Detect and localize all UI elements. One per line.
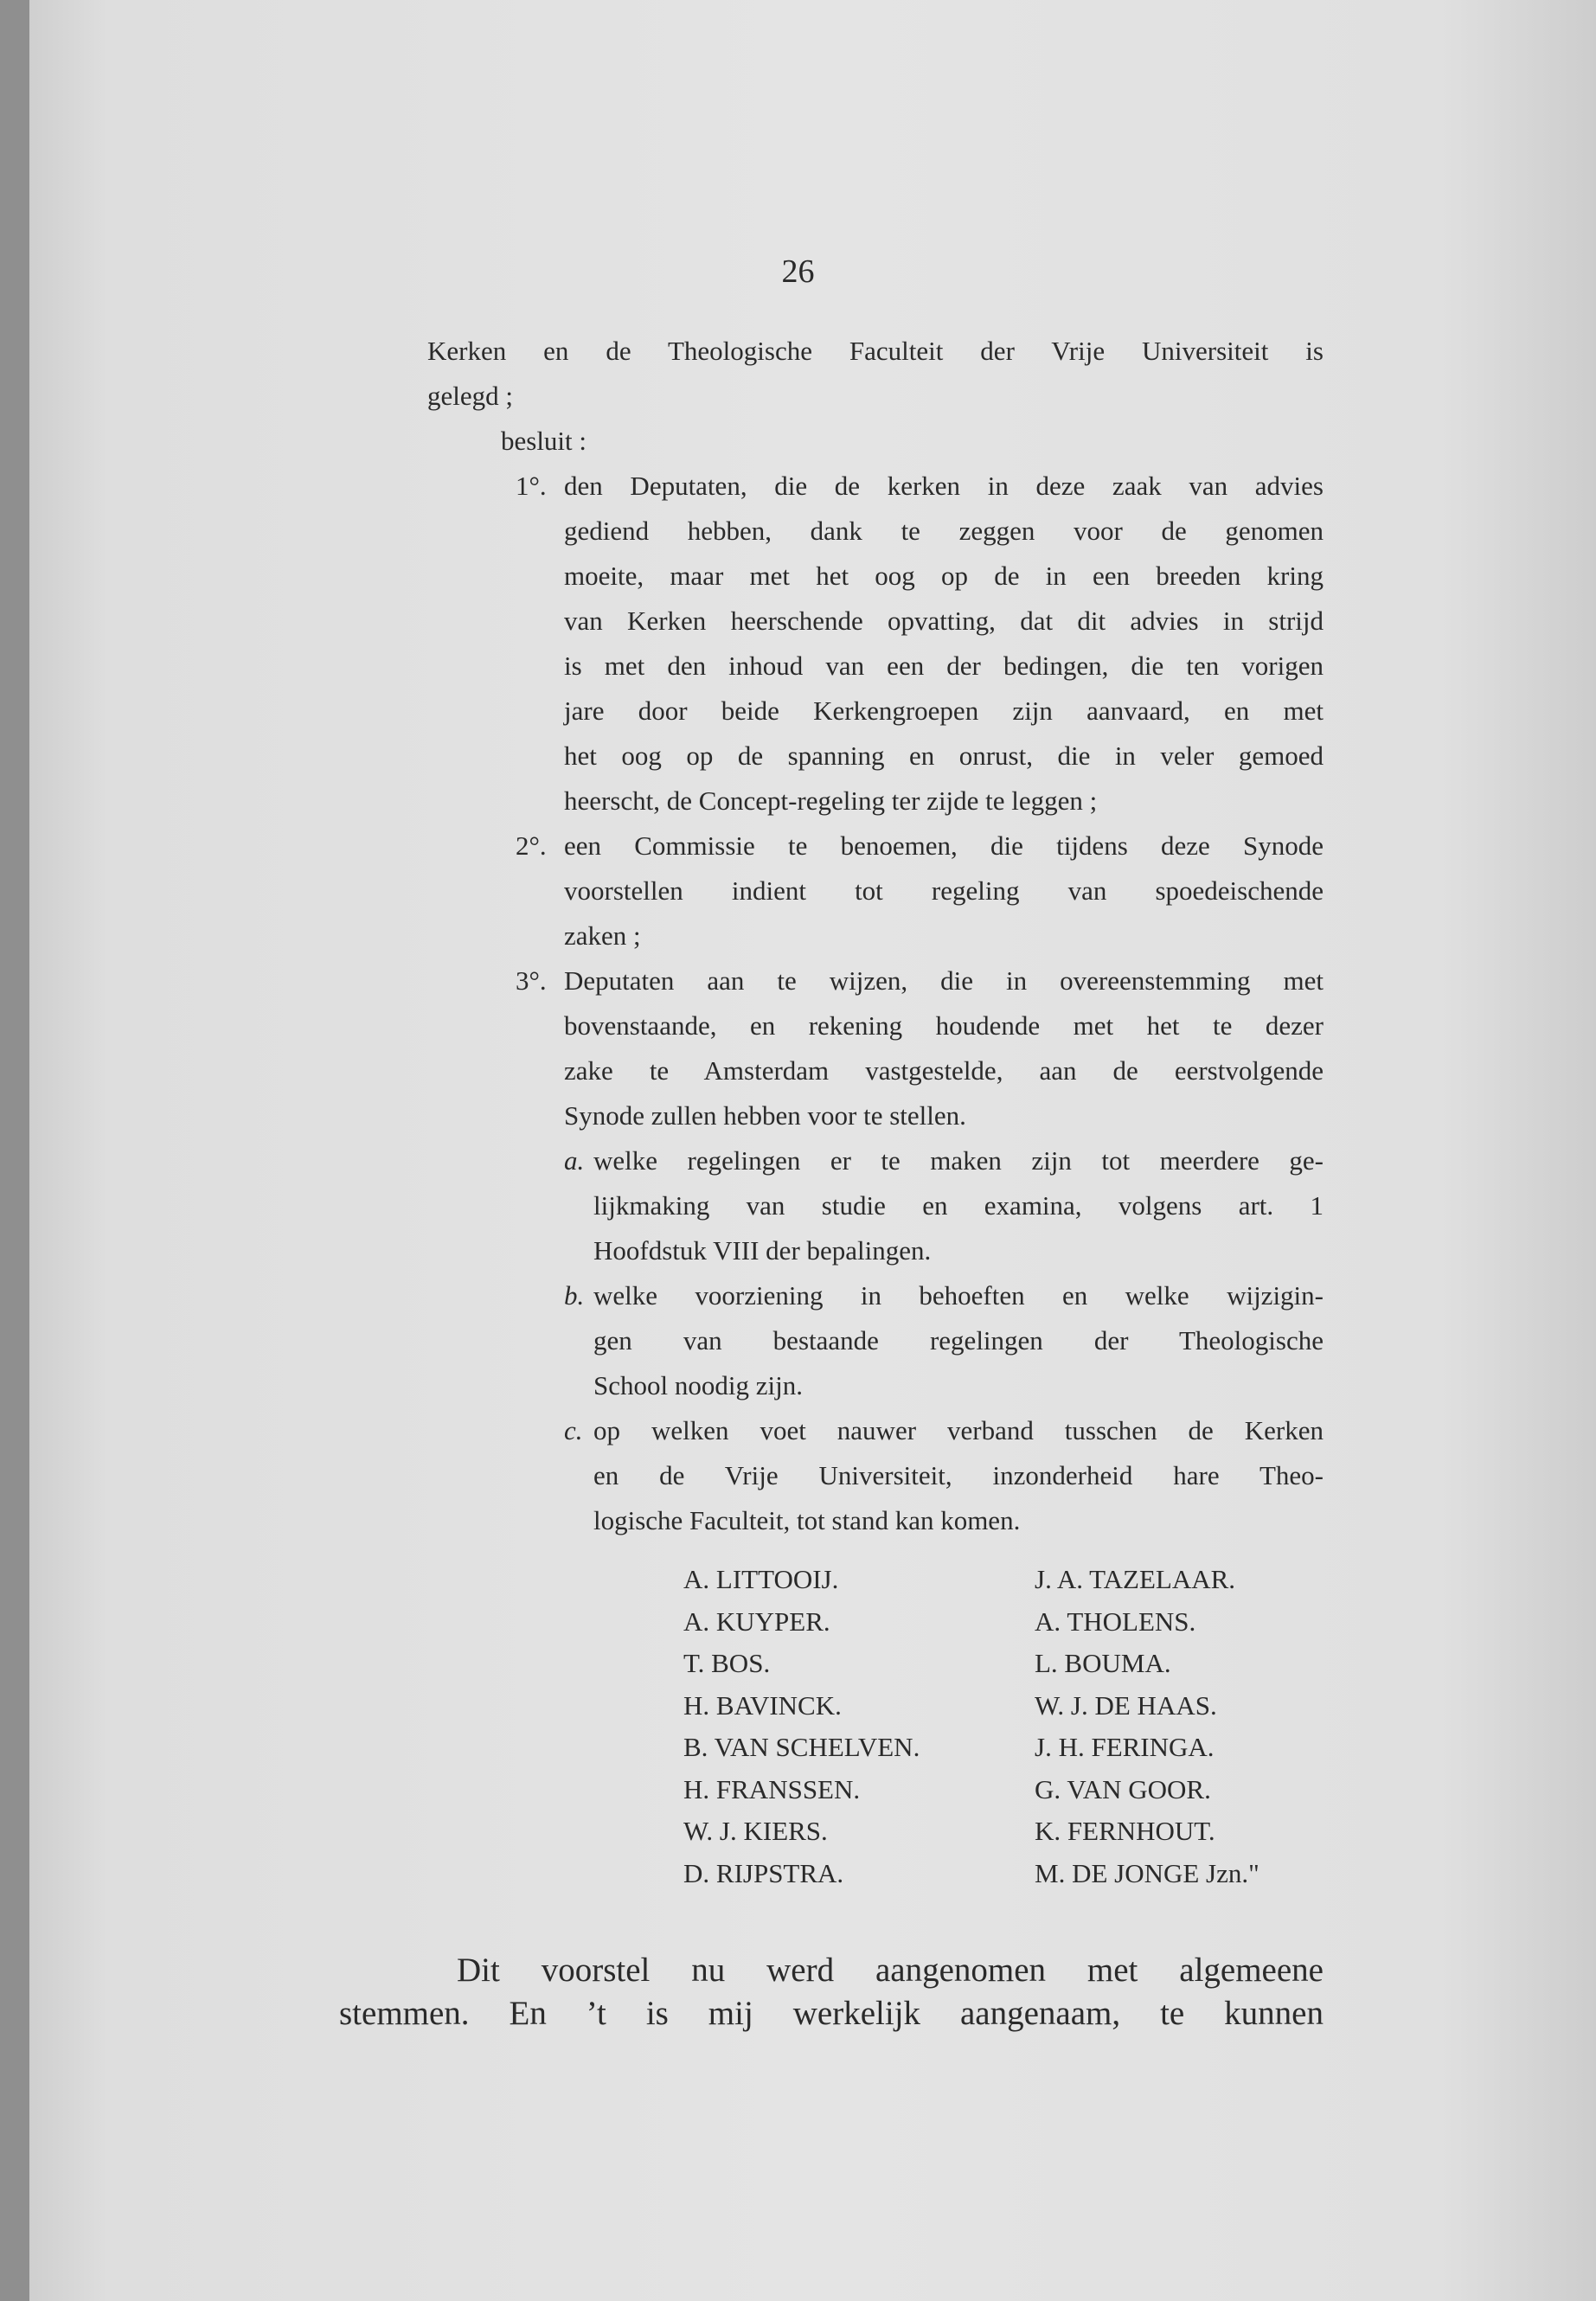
item-3-line: bovenstaande, en rekening houdende met het te dezer: [564, 1010, 1324, 1041]
subitem-marker-a: a.: [564, 1145, 585, 1176]
item-1-line: heerscht, de Concept-regeling ter zijde te leggen ;: [564, 785, 1098, 816]
subitem-marker-c: c.: [564, 1415, 583, 1445]
signatory-name: H. BAVINCK.: [683, 1689, 842, 1721]
item-1-line: moeite, maar met het oog op de in een breeden kring: [564, 561, 1324, 591]
subitem-marker-b: b.: [564, 1280, 585, 1311]
signatory-name: A. LITTOOIJ.: [683, 1564, 839, 1594]
signatories-right: [1035, 1559, 1259, 1894]
item-marker-3: 3°.: [516, 965, 547, 996]
subitem-c-line: logische Faculteit, tot stand kan komen.: [593, 1505, 1021, 1535]
subitem-c-line: en de Vrije Universiteit, inzonderheid hare Theo-: [593, 1460, 1324, 1490]
item-3-line: Synode zullen hebben voor te stellen.: [564, 1100, 966, 1131]
subitem-c-line: op welken voet nauwer verband tusschen de Kerken: [593, 1415, 1324, 1445]
intro-line: gelegd ;: [427, 381, 513, 411]
signatory-name: K. FERNHOUT.: [1035, 1816, 1215, 1846]
signatory-name: L. BOUMA.: [1035, 1648, 1171, 1678]
signatory-name: A. THOLENS.: [1035, 1606, 1196, 1637]
subitem-b-line: gen van bestaande regelingen der Theologische: [593, 1325, 1324, 1356]
signatory-name: J. A. TAZELAAR.: [1035, 1564, 1236, 1594]
besluit-line: besluit :: [501, 426, 587, 456]
signatory-name: J. H. FERINGA.: [1035, 1732, 1215, 1762]
intro-line: Kerken en de Theologische Faculteit der Vrije Universiteit is: [427, 336, 1324, 366]
item-3-line: zake te Amsterdam vastgestelde, aan de eerstvolgende: [564, 1055, 1324, 1086]
closing-line: stemmen. En ’t is mij werkelijk aangenaam, te kunnen: [339, 1995, 1324, 2032]
signatory-name: A. KUYPER.: [683, 1606, 830, 1637]
subitem-b-line: School noodig zijn.: [593, 1370, 803, 1400]
item-1-line: gediend hebben, dank te zeggen voor de genomen: [564, 516, 1324, 546]
signatory-name: W. J. KIERS.: [683, 1816, 828, 1846]
subitem-a-line: lijkmaking van studie en examina, volgens art. 1: [593, 1190, 1324, 1221]
item-marker-2: 2°.: [516, 830, 547, 861]
item-2-line: voorstellen indient tot regeling van spoedeischende: [564, 875, 1324, 906]
item-3-line: Deputaten aan te wijzen, die in overeenstemming met: [564, 965, 1324, 996]
item-1-line: het oog op de spanning en onrust, die in veler gemoed: [564, 740, 1324, 771]
subitem-a-line: Hoofdstuk VIII der bepalingen.: [593, 1235, 932, 1266]
signatory-name: G. VAN GOOR.: [1035, 1773, 1211, 1804]
item-1-line: van Kerken heerschende opvatting, dat dit advies in strijd: [564, 606, 1324, 636]
signatories-left: [683, 1559, 920, 1894]
signatory-name: T. BOS.: [683, 1648, 771, 1678]
signatory-name: W. J. DE HAAS.: [1035, 1689, 1217, 1721]
item-1-line: jare door beide Kerkengroepen zijn aanvaard, en met: [564, 695, 1324, 726]
closing-line: Dit voorstel nu werd aangenomen met algemeene: [457, 1952, 1324, 1989]
item-1-line: is met den inhoud van een der bedingen, die ten vorigen: [564, 651, 1324, 681]
signatory-name: H. FRANSSEN.: [683, 1773, 861, 1804]
subitem-b-line: welke voorziening in behoeften en welke wijzigin-: [593, 1280, 1324, 1311]
signatory-name: M. DE JONGE Jzn.": [1035, 1857, 1259, 1888]
signatory-name: B. VAN SCHELVEN.: [683, 1732, 920, 1762]
signatory-name: D. RIJPSTRA.: [683, 1857, 844, 1888]
page-number: 26: [781, 253, 815, 290]
item-marker-1: 1°.: [516, 471, 547, 501]
item-2-line: zaken ;: [564, 920, 641, 951]
subitem-a-line: welke regelingen er te maken zijn tot meerdere ge-: [593, 1145, 1324, 1176]
item-1-line: den Deputaten, die de kerken in deze zaak van advies: [564, 471, 1324, 501]
item-2-line: een Commissie te benoemen, die tijdens deze Synode: [564, 830, 1324, 861]
